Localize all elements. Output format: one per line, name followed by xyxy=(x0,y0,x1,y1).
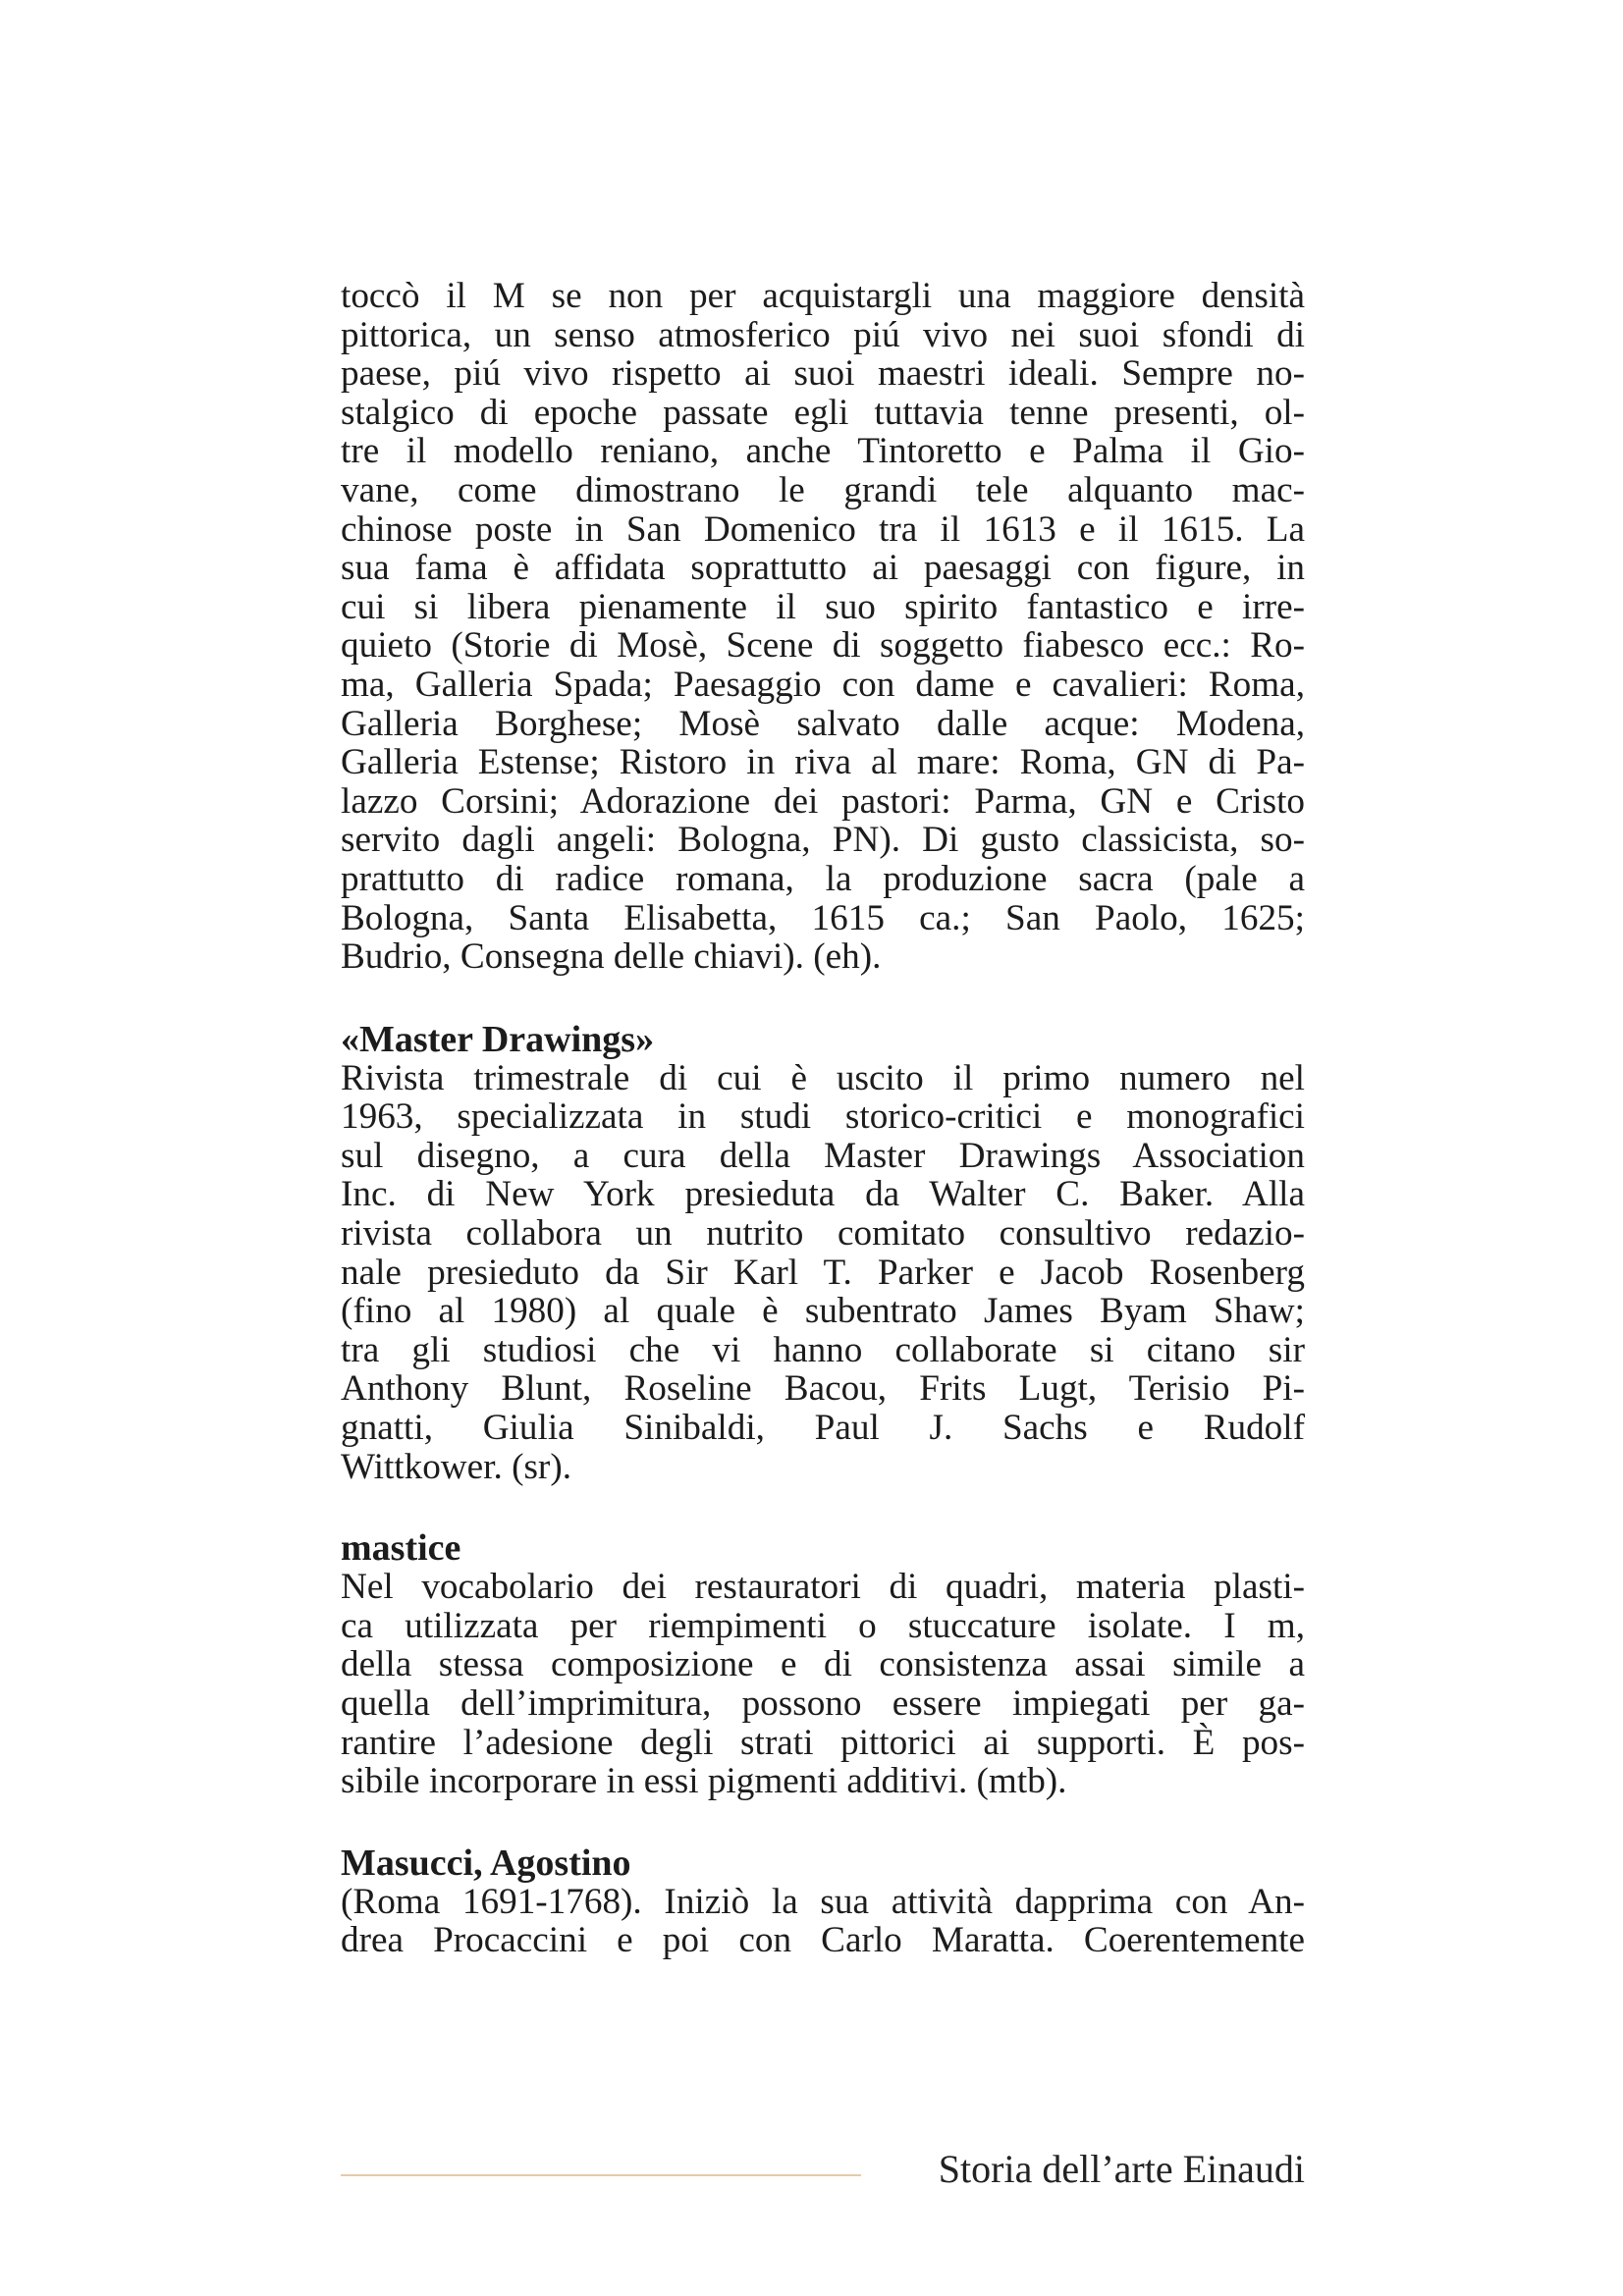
text-line: ma, Galleria Spada; Paesaggio con dame e cavalieri: Roma, xyxy=(341,664,1305,705)
text-line: pittorica, un senso atmosferico piú vivo nei suoi sfondi di xyxy=(341,314,1305,355)
text-line: servito dagli angeli: Bologna, PN). Di gusto classicista, so- xyxy=(341,820,1305,861)
text-line: (Roma 1691-1768). Iniziò la sua attività dapprima con An- xyxy=(341,1881,1305,1922)
text-line: rantire l’adesione degli strati pittorici ai supporti. È pos- xyxy=(341,1722,1305,1763)
entry-title-master-drawings: «Master Drawings» xyxy=(341,1018,655,1060)
entry-title-mastice: mastice xyxy=(341,1527,461,1570)
text-line: Inc. di New York presieduta da Walter C. Baker. Alla xyxy=(341,1174,1305,1215)
text-line: Wittkower. (sr). xyxy=(341,1446,571,1487)
paragraph-continuation xyxy=(341,277,1305,977)
text-line: Galleria Estense; Ristoro in riva al mare: Roma, GN di Pa- xyxy=(341,742,1305,783)
text-line: tra gli studiosi che vi hanno collaborate si citano sir xyxy=(341,1329,1305,1370)
text-line: cui si libera pienamente il suo spirito fantastico e irre- xyxy=(341,586,1305,627)
text-line: paese, piú vivo rispetto ai suoi maestri ideali. Sempre no- xyxy=(341,353,1305,395)
text-line: (fino al 1980) al quale è subentrato James Byam Shaw; xyxy=(341,1291,1305,1332)
footer-brand: Storia dell’arte Einaudi xyxy=(938,2147,1305,2191)
text-line: Bologna, Santa Elisabetta, 1615 ca.; San Paolo, 1625; xyxy=(341,897,1305,938)
text-line: sul disegno, a cura della Master Drawings Association xyxy=(341,1135,1305,1176)
text-line: Anthony Blunt, Roseline Bacou, Frits Lugt, Terisio Pi- xyxy=(341,1368,1305,1410)
text-line: gnatti, Giulia Sinibaldi, Paul J. Sachs e Rudolf xyxy=(341,1408,1305,1449)
text-line: della stessa composizione e di consistenza assai simile a xyxy=(341,1644,1305,1685)
text-line: toccò il M se non per acquistargli una maggiore densità xyxy=(341,276,1305,316)
text-line: chinose poste in San Domenico tra il 1613 e il 1615. La xyxy=(341,508,1305,550)
text-line: vane, come dimostrano le grandi tele alquanto mac- xyxy=(341,469,1305,510)
page-footer xyxy=(341,2148,1305,2197)
text-line: prattutto di radice romana, la produzione sacra (pale a xyxy=(341,858,1305,899)
article-column xyxy=(341,277,1305,1960)
entry-body-master-drawings xyxy=(341,1059,1305,1487)
text-line: Nel vocabolario dei restauratori di quadri, materia plasti- xyxy=(341,1567,1305,1608)
text-line: Rivista trimestrale di cui è uscito il primo numero nel xyxy=(341,1057,1305,1098)
text-line: sibile incorporare in essi pigmenti additivi. (mtb). xyxy=(341,1761,1067,1802)
text-line: quella dell’imprimitura, possono essere impiegati per ga- xyxy=(341,1683,1305,1724)
text-line: nale presieduto da Sir Karl T. Parker e Jacob Rosenberg xyxy=(341,1252,1305,1293)
text-line: lazzo Corsini; Adorazione dei pastori: Parma, GN e Cristo xyxy=(341,780,1305,822)
text-line: quieto (Storie di Mosè, Scene di soggetto fiabesco ecc.: Ro- xyxy=(341,625,1305,667)
text-line: Galleria Borghese; Mosè salvato dalle acque: Modena, xyxy=(341,703,1305,744)
entry-body-mastice xyxy=(341,1568,1305,1801)
entry-title-masucci: Masucci, Agostino xyxy=(341,1842,631,1884)
text-line: stalgico di epoche passate egli tuttavia tenne presenti, ol- xyxy=(341,392,1305,433)
text-line: 1963, specializzata in studi storico-critici e monografici xyxy=(341,1096,1305,1138)
text-line: rivista collabora un nutrito comitato consultivo redazio- xyxy=(341,1213,1305,1255)
text-line: sua fama è affidata soprattutto ai paesaggi con figure, in xyxy=(341,548,1305,589)
text-line: tre il modello reniano, anche Tintoretto e Palma il Gio- xyxy=(341,431,1305,472)
text-line: ca utilizzata per riempimenti o stuccature isolate. I m, xyxy=(341,1605,1305,1646)
entry-body-masucci xyxy=(341,1883,1305,1960)
text-line: Budrio, Consegna delle chiavi). (eh). xyxy=(341,936,882,978)
footer-rule xyxy=(341,2174,861,2176)
text-line: drea Procaccini e poi con Carlo Maratta. Coerentemente xyxy=(341,1920,1305,1961)
